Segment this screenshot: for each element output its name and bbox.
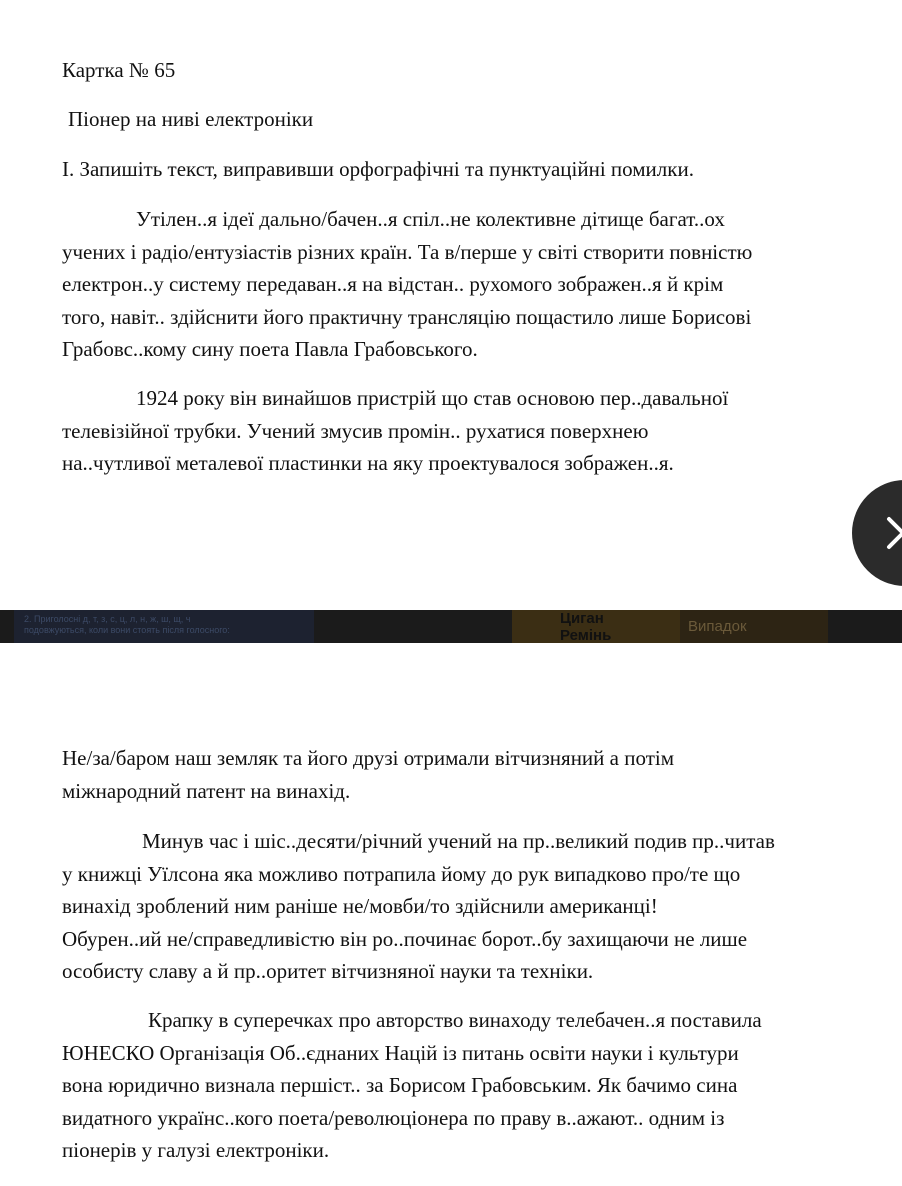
paragraph-line: на..чутливої металевої пластинки на яку проектувалося зображен..я. <box>62 451 674 476</box>
paragraph-line: піонерів у галузі електроніки. <box>62 1138 330 1163</box>
lesson-title: Піонер на ниві електроніки <box>68 107 314 131</box>
paragraph-3 <box>62 742 902 807</box>
paragraph-line: у книжці Уїлсона яка можливо потрапила йому до рук випадково про/те що <box>62 861 741 886</box>
strip-rule-line: 2. Приголосні д, т, з, с, ц, л, н, ж, ш, щ, ч <box>24 614 191 624</box>
paragraph-line: Минув час і шіс..десяти/річний учений на пр..великий подив пр..читав <box>142 829 775 853</box>
strip-word: Ремінь <box>560 627 612 643</box>
paragraph-line: електрон..у систему передаван..я на відстан.. рухомого зображен..я й крім <box>62 272 724 297</box>
paragraph-line: вона юридично визнала першіст.. за Борисом Грабовським. Як бачимо сина <box>62 1073 738 1098</box>
strip-rule-box <box>14 610 314 643</box>
paragraph-line: міжнародний патент на винахід. <box>62 778 351 803</box>
paragraph-line: Грабовс..кому сину поета Павла Грабовського. <box>62 337 478 362</box>
paragraph-1 <box>62 203 902 366</box>
chevron-right-icon <box>886 516 902 550</box>
paragraph-line: винахід зроблений ним раніше не/мовби/то здійснили американці! <box>62 894 658 919</box>
task-instruction: І. Запишіть текст, виправивши орфографічні та пунктуаційні помилки. <box>62 157 694 181</box>
paragraph-2 <box>62 382 902 480</box>
overlay-strip <box>0 610 902 643</box>
paragraph-4 <box>62 825 902 988</box>
paragraph-line: особисту славу а й пр..оритет вітчизняної науки та техніки. <box>62 959 594 984</box>
paragraph-line: телевізійної трубки. Учений змусив промін.. рухатися поверхнею <box>62 418 649 443</box>
paragraph-line: учених і радіо/ентузіастів різних країн. Та в/перше у світі створити повністю <box>62 239 753 264</box>
paragraph-line: 1924 року він винайшов пристрій що став основою пер..давальної <box>136 386 729 410</box>
paragraph-line: того, навіт.. здійснити його практичну трансляцію пощастило лише Борисові <box>62 304 752 329</box>
next-page-button[interactable] <box>852 480 902 586</box>
paragraph-line: Крапку в суперечках про авторство винаходу телебачен..я поставила <box>148 1008 762 1032</box>
strip-rule-line: подовжуються, коли вони стоять після голосного: <box>24 625 230 635</box>
paragraph-line: Утілен..я ідеї дально/бачен..я спіл..не колективне дітище багат..ох <box>136 207 725 231</box>
strip-label: Випадок <box>680 610 828 643</box>
paragraph-line: Не/за/баром наш земляк та його друзі отримали вітчизняний а потім <box>62 746 674 770</box>
card-title: Картка № 65 <box>62 58 176 82</box>
paragraph-line: ЮНЕСКО Організація Об..єднаних Націй із питань освіти науки і культури <box>62 1040 739 1065</box>
strip-word-box <box>512 610 680 643</box>
paragraph-line: видатного українс..кого поета/революціонера по праву в..ажают.. одним із <box>62 1105 725 1130</box>
strip-word: Циган <box>560 610 604 627</box>
paragraph-line: Обурен..ий не/справедливістю він ро..починає борот..бу захищаючи не лише <box>62 926 748 951</box>
paragraph-5 <box>62 1004 902 1167</box>
